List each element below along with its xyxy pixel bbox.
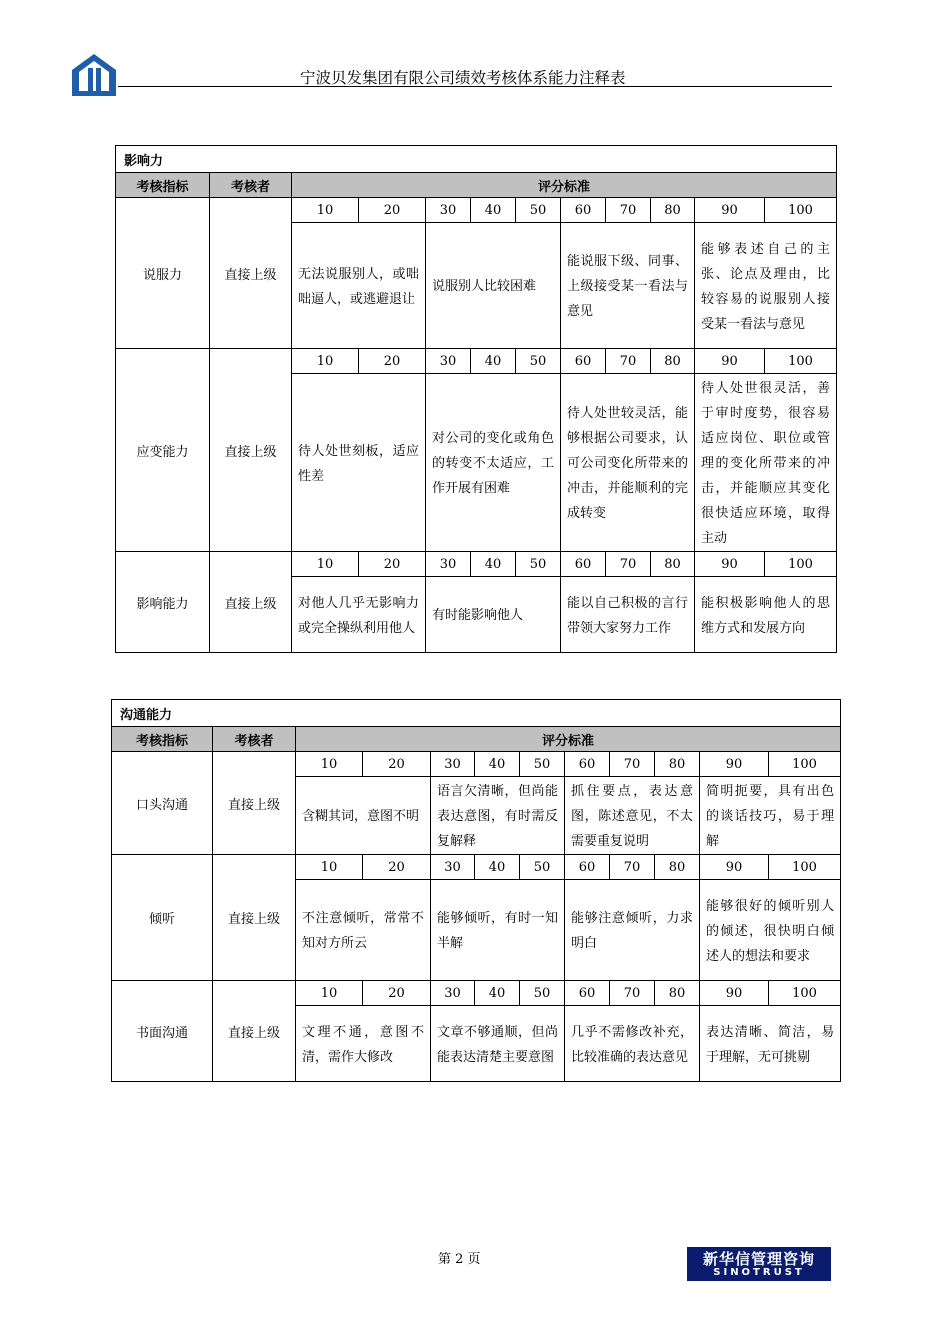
level-description: 对公司的变化或角色的转变不太适应，工作开展有困难 — [426, 374, 561, 552]
score-label: 50 — [520, 752, 565, 777]
score-label: 50 — [520, 981, 565, 1006]
level-description: 能说服下级、同事、上级接受某一看法与意见 — [561, 223, 695, 349]
score-label: 30 — [426, 552, 471, 577]
level-description: 语言欠清晰，但尚能表达意图，有时需反复解释 — [431, 777, 565, 855]
score-label: 60 — [561, 552, 606, 577]
score-label: 30 — [426, 349, 471, 374]
score-label: 100 — [769, 752, 841, 777]
score-label: 100 — [769, 855, 841, 880]
level-description: 能以自己积极的言行带领大家努力工作 — [561, 577, 695, 653]
level-description: 含糊其词，意图不明 — [296, 777, 431, 855]
score-label: 50 — [516, 198, 561, 223]
sinotrust-logo — [687, 1247, 831, 1281]
assessor: 直接上级 — [210, 552, 292, 653]
level-description: 文理不通，意图不清，需作大修改 — [296, 1006, 431, 1082]
assessor: 直接上级 — [213, 855, 296, 981]
column-header-indicator: 考核指标 — [112, 727, 213, 752]
score-label: 90 — [695, 552, 765, 577]
score-label: 50 — [520, 855, 565, 880]
score-label: 90 — [700, 855, 769, 880]
level-description: 说服别人比较困难 — [426, 223, 561, 349]
indicator-name: 倾听 — [112, 855, 213, 981]
score-label: 60 — [565, 752, 610, 777]
score-label: 60 — [565, 981, 610, 1006]
score-label: 10 — [292, 349, 359, 374]
level-description: 能够表述自己的主张、论点及理由，比较容易的说服别人接受某一看法与意见 — [695, 223, 837, 349]
header-divider — [118, 86, 832, 87]
assessor: 直接上级 — [210, 198, 292, 349]
column-header-indicator: 考核指标 — [116, 173, 210, 198]
score-label: 30 — [431, 981, 475, 1006]
company-logo-icon — [70, 52, 118, 98]
score-label: 40 — [471, 552, 516, 577]
score-label: 20 — [359, 349, 426, 374]
page-number: 第 2 页 — [438, 1252, 481, 1267]
assessor: 直接上级 — [213, 981, 296, 1082]
document-title: 宁波贝发集团有限公司绩效考核体系能力注释表 — [300, 69, 626, 87]
indicator-name: 口头沟通 — [112, 752, 213, 855]
indicator-name: 说服力 — [116, 198, 210, 349]
indicator-name: 影响能力 — [116, 552, 210, 653]
score-label: 20 — [359, 198, 426, 223]
level-description: 待人处世很灵活，善于审时度势，很容易适应岗位、职位或管理的变化所带来的冲击，并能顺应其变化很快适应环境，取得主动 — [695, 374, 837, 552]
score-label: 40 — [471, 349, 516, 374]
column-header-assessor: 考核者 — [210, 173, 292, 198]
level-description: 有时能影响他人 — [426, 577, 561, 653]
score-label: 70 — [606, 198, 651, 223]
score-label: 80 — [651, 552, 695, 577]
level-description: 表达清晰、简洁，易于理解，无可挑剔 — [700, 1006, 841, 1082]
score-label: 100 — [765, 552, 837, 577]
score-label: 40 — [475, 752, 520, 777]
level-description: 能够倾听，有时一知半解 — [431, 880, 565, 981]
score-label: 70 — [606, 552, 651, 577]
assessor: 直接上级 — [210, 349, 292, 552]
level-description: 对他人几乎无影响力或完全操纵利用他人 — [292, 577, 426, 653]
score-label: 90 — [695, 349, 765, 374]
score-label: 60 — [561, 198, 606, 223]
score-label: 40 — [471, 198, 516, 223]
score-label: 90 — [700, 981, 769, 1006]
score-label: 20 — [363, 752, 431, 777]
score-label: 30 — [426, 198, 471, 223]
level-description: 不注意倾听，常常不知对方所云 — [296, 880, 431, 981]
score-label: 50 — [516, 552, 561, 577]
score-label: 80 — [655, 855, 700, 880]
level-description: 抓住要点，表达意图，陈述意见，不太需要重复说明 — [565, 777, 700, 855]
score-label: 80 — [655, 752, 700, 777]
score-label: 30 — [431, 752, 475, 777]
score-label: 20 — [363, 981, 431, 1006]
brand-cn: 新华信管理咨询 — [702, 1250, 815, 1268]
column-header-assessor: 考核者 — [213, 727, 296, 752]
score-label: 10 — [296, 981, 363, 1006]
indicator-name: 书面沟通 — [112, 981, 213, 1082]
level-description: 能积极影响他人的思维方式和发展方向 — [695, 577, 837, 653]
level-description: 能够注意倾听，力求明白 — [565, 880, 700, 981]
score-label: 100 — [769, 981, 841, 1006]
score-label: 80 — [651, 349, 695, 374]
level-description: 几乎不需修改补充，比较准确的表达意见 — [565, 1006, 700, 1082]
score-label: 70 — [606, 349, 651, 374]
brand-en: SINOTRUST — [713, 1267, 805, 1278]
score-label: 70 — [610, 855, 655, 880]
section-title: 沟通能力 — [112, 700, 841, 727]
level-description: 无法说服别人，或咄咄逼人，或逃避退让 — [292, 223, 426, 349]
level-description: 能够很好的倾听别人的倾述，很快明白倾述人的想法和要求 — [700, 880, 841, 981]
score-label: 90 — [700, 752, 769, 777]
score-label: 70 — [610, 981, 655, 1006]
column-header-criteria: 评分标准 — [292, 173, 837, 198]
score-label: 10 — [292, 552, 359, 577]
section-title: 影响力 — [116, 146, 837, 173]
assessor: 直接上级 — [213, 752, 296, 855]
score-label: 30 — [431, 855, 475, 880]
level-description: 简明扼要，具有出色的谈话技巧，易于理解 — [700, 777, 841, 855]
level-description: 待人处世刻板，适应性差 — [292, 374, 426, 552]
score-label: 50 — [516, 349, 561, 374]
score-label: 100 — [765, 198, 837, 223]
score-label: 80 — [655, 981, 700, 1006]
indicator-name: 应变能力 — [116, 349, 210, 552]
score-label: 10 — [292, 198, 359, 223]
score-label: 80 — [651, 198, 695, 223]
score-label: 90 — [695, 198, 765, 223]
score-label: 10 — [296, 752, 363, 777]
score-label: 40 — [475, 981, 520, 1006]
score-label: 60 — [561, 349, 606, 374]
communication-table — [111, 699, 841, 1082]
level-description: 文章不够通顺，但尚能表达清楚主要意图 — [431, 1006, 565, 1082]
score-label: 70 — [610, 752, 655, 777]
score-label: 20 — [359, 552, 426, 577]
score-label: 100 — [765, 349, 837, 374]
level-description: 待人处世较灵活，能够根据公司要求，认可公司变化所带来的冲击，并能顺利的完成转变 — [561, 374, 695, 552]
score-label: 20 — [363, 855, 431, 880]
score-label: 40 — [475, 855, 520, 880]
column-header-criteria: 评分标准 — [296, 727, 841, 752]
influence-table — [115, 145, 837, 653]
score-label: 10 — [296, 855, 363, 880]
score-label: 60 — [565, 855, 610, 880]
